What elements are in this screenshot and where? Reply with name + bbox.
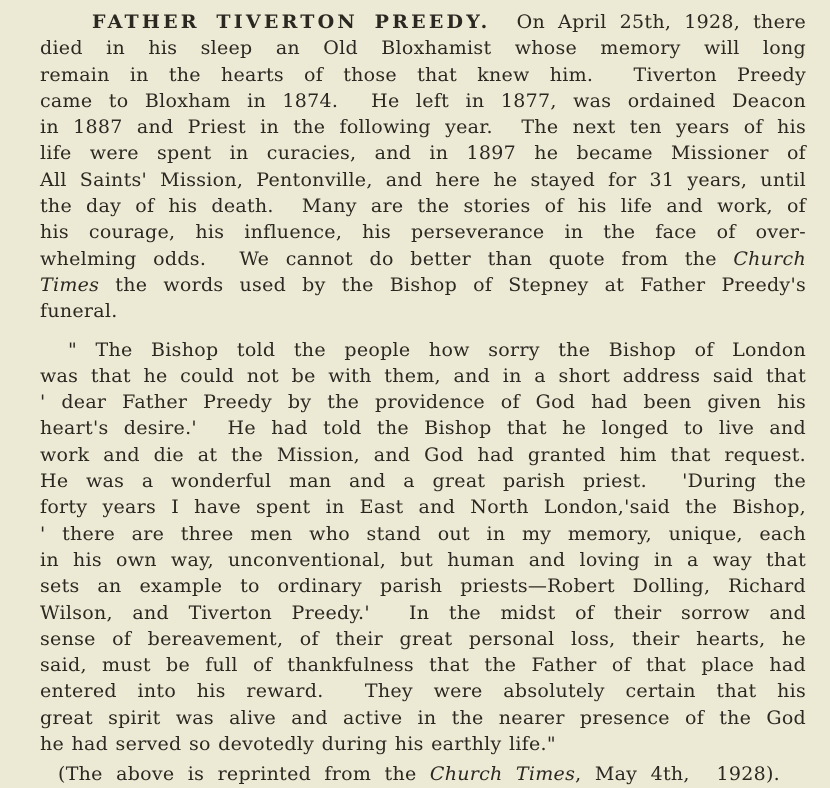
- text-line: [40, 442, 806, 468]
- text-segment: All Saints' Mission, Pentonville, and here he stayed for 31 years, until: [40, 168, 806, 191]
- text-line: [40, 547, 806, 573]
- document-body: [40, 9, 806, 788]
- text-segment: ' there are three men who stand out in my memory, unique, each: [40, 522, 806, 545]
- text-line: [40, 114, 806, 140]
- text-segment: (The above is reprinted from the: [58, 763, 430, 786]
- text-line: [40, 468, 806, 494]
- intro-paragraph: [40, 9, 806, 325]
- text-segment: Times: [40, 273, 100, 296]
- text-line: [40, 731, 806, 757]
- text-segment: was that he could not be with them, and in a short address said that: [40, 364, 806, 387]
- text-line: [40, 246, 806, 272]
- text-segment: sets an example to ordinary parish priests—Robert Dolling, Richard: [40, 575, 806, 598]
- text-line: [40, 521, 806, 547]
- text-line: [40, 272, 806, 298]
- text-line: [40, 9, 806, 35]
- text-segment: in 1887 and Priest in the following year. The next ten years of his: [40, 116, 806, 139]
- text-line: [40, 140, 806, 166]
- text-line: [40, 705, 806, 731]
- text-line: [40, 652, 806, 678]
- text-segment: He was a wonderful man and a great parish priest. 'During the: [40, 470, 806, 493]
- text-segment: ' dear Father Preedy by the providence of God had been given his: [40, 391, 806, 414]
- text-segment: On April 25th, 1928, there: [490, 11, 807, 33]
- text-segment: died in his sleep an Old Bloxhamist whose memory will long: [40, 37, 806, 60]
- text-segment: Wilson, and Tiverton Preedy.' In the midst of their sorrow and: [40, 601, 806, 624]
- text-segment: sense of bereavement, of their great personal loss, their hearts, he: [40, 627, 806, 650]
- text-line: [40, 62, 806, 88]
- text-line: [40, 573, 806, 599]
- text-segment: , May 4th, 1928).: [575, 763, 780, 786]
- text-segment: remain in the hearts of those that knew him. Tiverton Preedy: [40, 63, 806, 86]
- text-segment: his courage, his influence, his perseverance in the face of over-: [40, 221, 806, 244]
- text-segment: said, must be full of thankfulness that the Father of that place had: [40, 654, 806, 677]
- text-segment: the words used by the Bishop of Stepney at Father Preedy's: [99, 273, 806, 296]
- text-line: [40, 219, 806, 245]
- bishop-quote-paragraph: [40, 337, 806, 758]
- text-line: [40, 298, 806, 324]
- text-line: [40, 415, 806, 441]
- text-segment: forty years I have spent in East and North London,'said the Bishop,: [40, 496, 806, 519]
- text-segment: Church: [733, 247, 806, 270]
- text-line: [40, 337, 806, 363]
- reprint-note-paragraph: [40, 761, 780, 787]
- text-segment: he had served so devotedly during his earthly life.": [40, 733, 556, 756]
- text-line: [40, 761, 780, 787]
- text-line: [40, 678, 806, 704]
- text-segment: funeral.: [40, 300, 118, 323]
- text-segment: came to Bloxham in 1874. He left in 1877, was ordained Deacon: [40, 89, 806, 112]
- text-segment: Church Times: [429, 763, 576, 786]
- text-segment: life were spent in curacies, and in 1897 he became Missioner of: [40, 142, 806, 165]
- text-line: [40, 363, 806, 389]
- document-title: FATHER TIVERTON PREEDY.: [92, 11, 491, 33]
- text-segment: the day of his death. Many are the stories of his life and work, of: [40, 195, 806, 218]
- text-segment: work and die at the Mission, and God had granted him that request.: [40, 443, 806, 466]
- text-segment: whelming odds. We cannot do better than quote from the: [40, 247, 734, 270]
- text-line: [40, 494, 806, 520]
- text-line: [40, 167, 806, 193]
- text-segment: " The Bishop told the people how sorry the Bishop of London: [68, 338, 806, 361]
- text-line: [40, 389, 806, 415]
- text-line: [40, 35, 806, 61]
- text-segment: great spirit was alive and active in the nearer presence of the God: [40, 706, 806, 729]
- text-segment: entered into his reward. They were absolutely certain that his: [40, 680, 806, 703]
- text-segment: in his own way, unconventional, but human and loving in a way that: [40, 548, 806, 571]
- text-line: [40, 193, 806, 219]
- text-line: [40, 600, 806, 626]
- text-line: [40, 626, 806, 652]
- text-segment: heart's desire.' He had told the Bishop that he longed to live and: [40, 417, 806, 440]
- text-line: [40, 88, 806, 114]
